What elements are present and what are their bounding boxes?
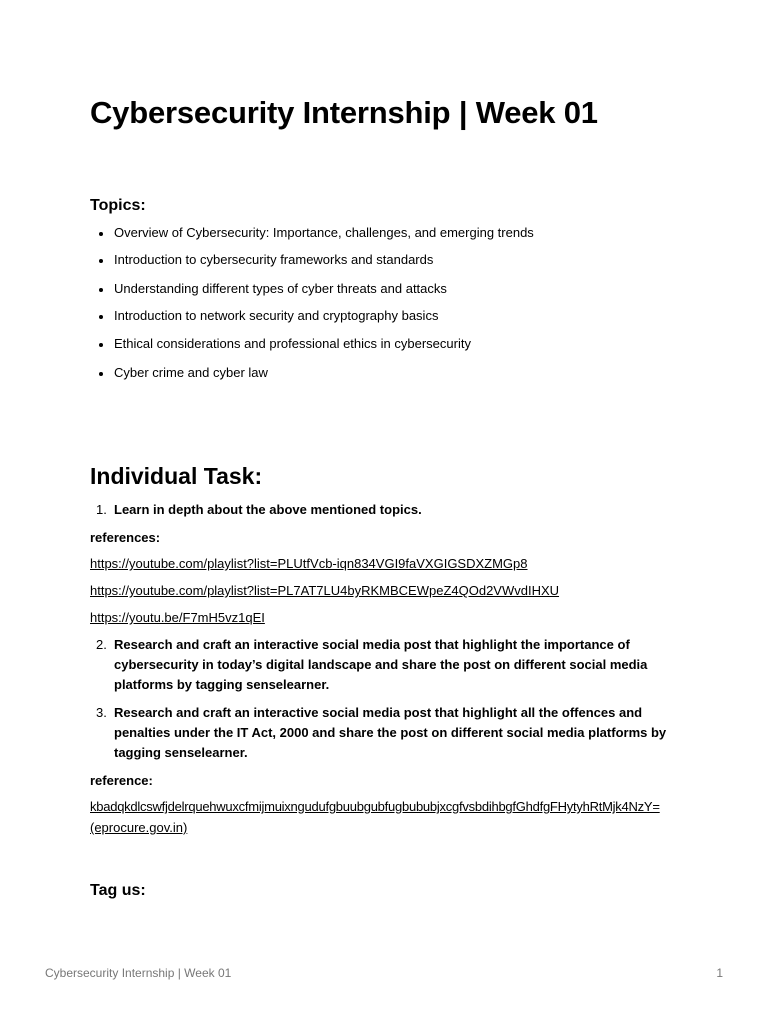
reference-link-3[interactable]: https://youtu.be/F7mH5vz1qEI: [90, 610, 265, 625]
task-number: 1.: [96, 502, 107, 517]
task-text: Research and craft an interactive social media post that highlight the importance of cybersecurity in today’s digital landscape and share the post on different social media platforms by tagging senselearner.: [114, 637, 648, 692]
task-number: 2.: [96, 637, 107, 652]
references-label: references:: [90, 530, 161, 545]
list-item: Overview of Cybersecurity: Importance, challenges, and emerging trends: [90, 224, 534, 242]
task-item-2: [90, 635, 690, 695]
list-item: Ethical considerations and professional ethics in cybersecurity: [90, 335, 534, 353]
topics-heading: Topics:: [90, 197, 146, 214]
task-number: 3.: [96, 705, 107, 720]
page-title: Cybersecurity Internship | Week 01: [90, 95, 598, 130]
reference-link-2[interactable]: https://youtube.com/playlist?list=PL7AT7LU4byRKMBCEWpeZ4QOd2VWvdIHXU: [90, 583, 560, 598]
list-item: Cyber crime and cyber law: [90, 364, 534, 382]
reference-label: reference:: [90, 773, 153, 788]
task-text: Research and craft an interactive social media post that highlight all the offences and penalties under the IT Act, 2000 and share the post on different social media platforms by tagging senselearner.: [114, 705, 667, 760]
list-item: Introduction to cybersecurity frameworks and standards: [90, 251, 534, 269]
topics-list: [90, 224, 534, 382]
reference-link-eprocure[interactable]: kbadqkdlcswfjdelrquehwuxcfmijmuixngudufgbuubgubfugbububjxcgfvsbdihbgfGhdfgFHytyhRtMjk4NzY=: [90, 799, 660, 814]
footer-title: Cybersecurity Internship | Week 01: [45, 966, 232, 980]
reference-link-eprocure-domain[interactable]: (eprocure.gov.in): [90, 820, 188, 835]
list-item: Introduction to network security and cryptography basics: [90, 307, 534, 325]
reference-link-1[interactable]: https://youtube.com/playlist?list=PLUtfVcb-iqn834VGI9faVXGIGSDXZMGp8: [90, 556, 528, 571]
page-number: 1: [716, 966, 723, 980]
individual-task-heading: Individual Task:: [90, 463, 263, 489]
task-item-1: [90, 500, 690, 520]
task-item-3: [90, 703, 690, 763]
task-text: Learn in depth about the above mentioned topics.: [114, 502, 422, 517]
list-item: Understanding different types of cyber threats and attacks: [90, 280, 534, 298]
tag-us-heading: Tag us:: [90, 882, 146, 899]
